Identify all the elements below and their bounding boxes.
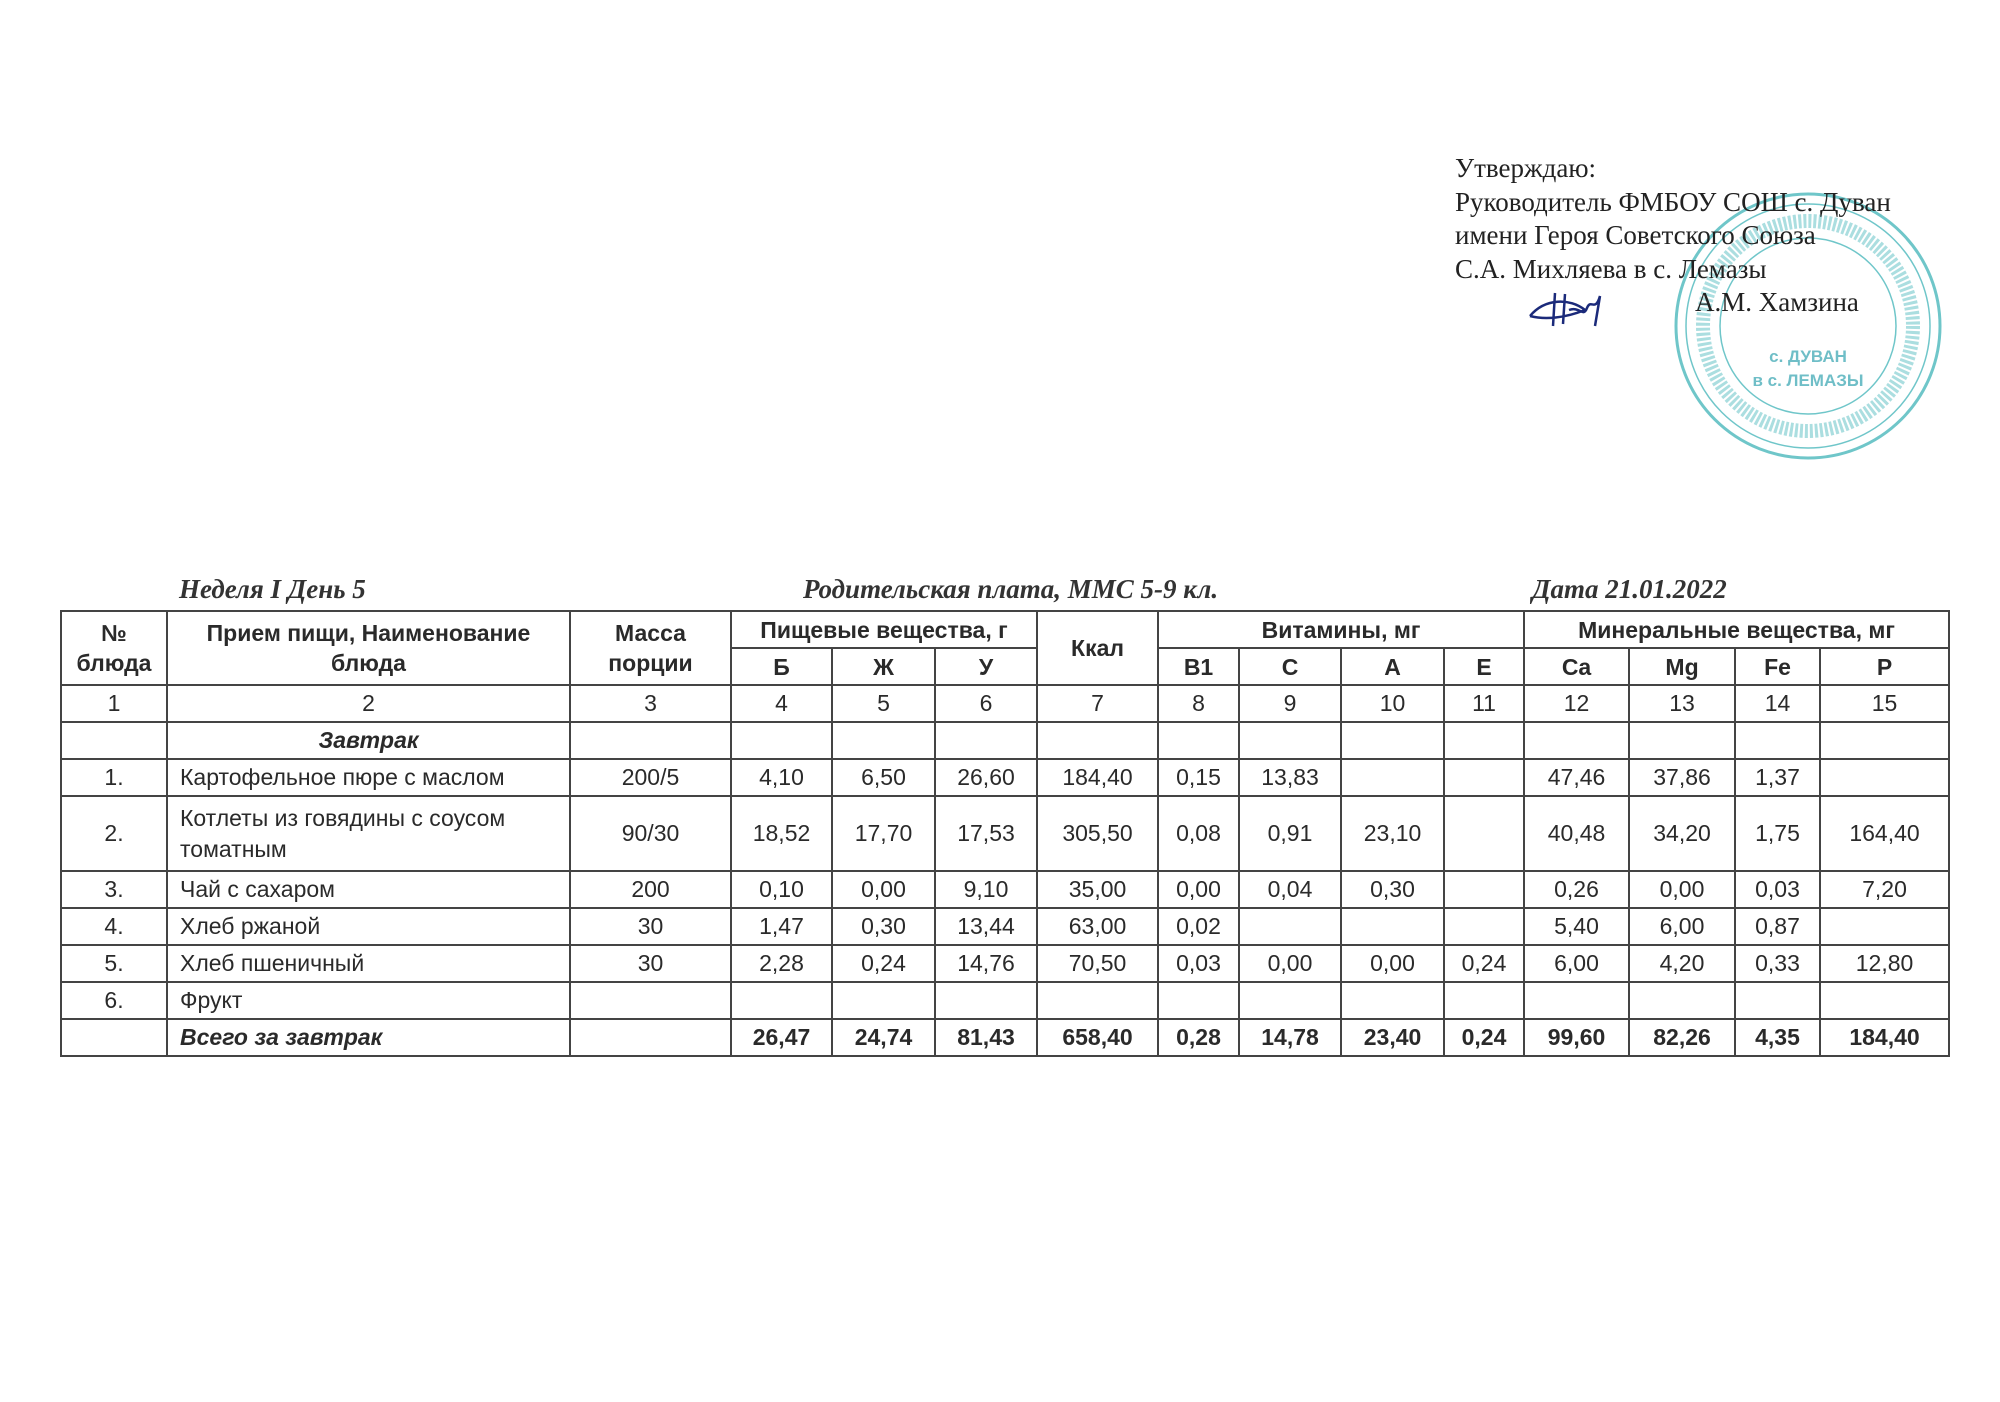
subheader-cell: У <box>935 648 1037 685</box>
dish-number-cell <box>61 1019 167 1056</box>
value-cell: 0,00 <box>1629 871 1735 908</box>
dish-number-cell: 5. <box>61 945 167 982</box>
column-number-cell: 14 <box>1735 685 1820 722</box>
approval-line: Руководитель ФМБОУ СОШ с. Дуван <box>1455 186 1891 217</box>
stamp-text: с. ДУВАН <box>1769 347 1847 366</box>
dish-name-cell: Всего за завтрак <box>167 1019 570 1056</box>
subheader-cell: Ж <box>832 648 935 685</box>
value-cell: 99,60 <box>1524 1019 1629 1056</box>
value-cell <box>1524 982 1629 1019</box>
value-cell: 14,76 <box>935 945 1037 982</box>
value-cell: 164,40 <box>1820 796 1949 871</box>
dish-name-cell: Хлеб пшеничный <box>167 945 570 982</box>
value-cell: 0,00 <box>1239 945 1341 982</box>
value-cell: 23,10 <box>1341 796 1444 871</box>
value-cell <box>1158 982 1239 1019</box>
dish-name-cell: Картофельное пюре с маслом <box>167 759 570 796</box>
table-row <box>61 759 1949 796</box>
column-number-cell: 7 <box>1037 685 1158 722</box>
header-kcal: Ккал <box>1037 611 1158 685</box>
value-cell: 305,50 <box>1037 796 1158 871</box>
subheader-cell: С <box>1239 648 1341 685</box>
header-vitamins: Витамины, мг <box>1158 611 1524 648</box>
value-cell: 24,74 <box>832 1019 935 1056</box>
column-number-cell: 11 <box>1444 685 1524 722</box>
value-cell: 17,53 <box>935 796 1037 871</box>
table-row <box>61 908 1949 945</box>
column-number-cell: 12 <box>1524 685 1629 722</box>
value-cell <box>1735 982 1820 1019</box>
subheader-cell: Fe <box>1735 648 1820 685</box>
value-cell: 47,46 <box>1524 759 1629 796</box>
value-cell <box>1239 982 1341 1019</box>
value-cell <box>1341 759 1444 796</box>
dish-name-cell: Котлеты из говядины с соусом томатным <box>167 796 570 871</box>
value-cell: 0,04 <box>1239 871 1341 908</box>
approval-line: Утверждаю: <box>1455 153 1597 183</box>
value-cell: 6,00 <box>1524 945 1629 982</box>
value-cell <box>570 982 731 1019</box>
column-number-cell: 3 <box>570 685 731 722</box>
value-cell: 0,08 <box>1158 796 1239 871</box>
value-cell <box>1444 759 1524 796</box>
dish-name-cell: Чай с сахаром <box>167 871 570 908</box>
value-cell: 1,37 <box>1735 759 1820 796</box>
value-cell: 14,78 <box>1239 1019 1341 1056</box>
value-cell <box>1629 982 1735 1019</box>
value-cell: 26,47 <box>731 1019 832 1056</box>
approval-line: С.А. Михляева в с. Лемазы <box>1455 253 1767 284</box>
value-cell: 184,40 <box>1037 759 1158 796</box>
subheader-cell: Ca <box>1524 648 1629 685</box>
value-cell <box>1341 982 1444 1019</box>
approval-block <box>1455 152 1891 320</box>
value-cell: 184,40 <box>1820 1019 1949 1056</box>
value-cell: 35,00 <box>1037 871 1158 908</box>
value-cell: 0,00 <box>1341 945 1444 982</box>
value-cell: 0,28 <box>1158 1019 1239 1056</box>
value-cell: 658,40 <box>1037 1019 1158 1056</box>
dish-name-cell: Фрукт <box>167 982 570 1019</box>
column-number-cell: 1 <box>61 685 167 722</box>
value-cell <box>1444 908 1524 945</box>
column-number-row <box>61 685 1949 722</box>
value-cell <box>1444 796 1524 871</box>
subheader-cell: Mg <box>1629 648 1735 685</box>
column-number-cell: 5 <box>832 685 935 722</box>
value-cell: 37,86 <box>1629 759 1735 796</box>
table-row <box>61 871 1949 908</box>
value-cell: 0,03 <box>1158 945 1239 982</box>
value-cell: 63,00 <box>1037 908 1158 945</box>
header-nutrients: Пищевые вещества, г <box>731 611 1037 648</box>
value-cell: 0,33 <box>1735 945 1820 982</box>
value-cell: 23,40 <box>1341 1019 1444 1056</box>
header-name: Прием пищи, Наименование блюда <box>167 611 570 685</box>
value-cell: 12,80 <box>1820 945 1949 982</box>
value-cell <box>1444 982 1524 1019</box>
value-cell: 200/5 <box>570 759 731 796</box>
table-row <box>61 796 1949 871</box>
value-cell: 4,35 <box>1735 1019 1820 1056</box>
value-cell: 0,30 <box>832 908 935 945</box>
value-cell: 0,91 <box>1239 796 1341 871</box>
column-number-cell: 4 <box>731 685 832 722</box>
value-cell: 40,48 <box>1524 796 1629 871</box>
value-cell <box>1037 982 1158 1019</box>
value-cell: 0,15 <box>1158 759 1239 796</box>
total-row <box>61 1019 1949 1056</box>
value-cell <box>1820 908 1949 945</box>
value-cell <box>1239 908 1341 945</box>
value-cell: 0,10 <box>731 871 832 908</box>
value-cell: 0,02 <box>1158 908 1239 945</box>
stamp-text: в с. ЛЕМАЗЫ <box>1752 371 1864 390</box>
dish-number-cell: 1. <box>61 759 167 796</box>
value-cell: 34,20 <box>1629 796 1735 871</box>
value-cell: 5,40 <box>1524 908 1629 945</box>
value-cell: 1,47 <box>731 908 832 945</box>
approval-line: имени Героя Советского Союза <box>1455 220 1816 250</box>
value-cell: 30 <box>570 945 731 982</box>
value-cell: 0,03 <box>1735 871 1820 908</box>
value-cell: 0,26 <box>1524 871 1629 908</box>
value-cell: 2,28 <box>731 945 832 982</box>
value-cell: 18,52 <box>731 796 832 871</box>
table-row <box>61 982 1949 1019</box>
value-cell: 0,24 <box>1444 945 1524 982</box>
value-cell: 81,43 <box>935 1019 1037 1056</box>
value-cell <box>1820 759 1949 796</box>
value-cell: 30 <box>570 908 731 945</box>
column-number-cell: 9 <box>1239 685 1341 722</box>
value-cell: 4,20 <box>1629 945 1735 982</box>
subheader-cell: Б <box>731 648 832 685</box>
value-cell: 9,10 <box>935 871 1037 908</box>
subheader-cell: P <box>1820 648 1949 685</box>
value-cell <box>1820 982 1949 1019</box>
column-number-cell: 6 <box>935 685 1037 722</box>
column-number-cell: 2 <box>167 685 570 722</box>
value-cell: 26,60 <box>935 759 1037 796</box>
header-row <box>61 611 1949 648</box>
value-cell: 6,00 <box>1629 908 1735 945</box>
column-number-cell: 13 <box>1629 685 1735 722</box>
signature-icon <box>1525 288 1620 328</box>
column-number-cell: 10 <box>1341 685 1444 722</box>
value-cell: 0,87 <box>1735 908 1820 945</box>
value-cell <box>570 1019 731 1056</box>
value-cell: 4,10 <box>731 759 832 796</box>
payment-title: Родительская плата, ММС 5-9 кл. <box>803 574 1219 604</box>
header-mass: Масса порции <box>570 611 731 685</box>
value-cell <box>1341 908 1444 945</box>
dish-number-cell: 3. <box>61 871 167 908</box>
dish-name-cell: Хлеб ржаной <box>167 908 570 945</box>
value-cell: 17,70 <box>832 796 935 871</box>
header-num: № блюда <box>61 611 167 685</box>
value-cell: 6,50 <box>832 759 935 796</box>
value-cell <box>1444 871 1524 908</box>
value-cell: 13,44 <box>935 908 1037 945</box>
value-cell <box>935 982 1037 1019</box>
value-cell: 0,24 <box>1444 1019 1524 1056</box>
header-minerals: Минеральные вещества, мг <box>1524 611 1949 648</box>
week-day-title: Неделя I День 5 <box>179 574 366 604</box>
dish-number-cell: 4. <box>61 908 167 945</box>
dish-number-cell: 2. <box>61 796 167 871</box>
menu-table <box>60 610 1950 1057</box>
value-cell: 0,30 <box>1341 871 1444 908</box>
value-cell <box>731 982 832 1019</box>
column-number-cell: 8 <box>1158 685 1239 722</box>
date-title: Дата 21.01.2022 <box>1532 574 1727 604</box>
value-cell: 90/30 <box>570 796 731 871</box>
value-cell <box>832 982 935 1019</box>
signer-name: А.М. Хамзина <box>1695 287 1859 317</box>
section-row <box>61 722 1949 759</box>
value-cell: 13,83 <box>1239 759 1341 796</box>
value-cell: 0,00 <box>1158 871 1239 908</box>
section-label: Завтрак <box>167 722 570 759</box>
value-cell: 1,75 <box>1735 796 1820 871</box>
table-row <box>61 945 1949 982</box>
value-cell: 0,00 <box>832 871 935 908</box>
subheader-cell: В1 <box>1158 648 1239 685</box>
subheader-cell: А <box>1341 648 1444 685</box>
value-cell: 70,50 <box>1037 945 1158 982</box>
value-cell: 200 <box>570 871 731 908</box>
value-cell: 82,26 <box>1629 1019 1735 1056</box>
column-number-cell: 15 <box>1820 685 1949 722</box>
value-cell: 0,24 <box>832 945 935 982</box>
dish-number-cell: 6. <box>61 982 167 1019</box>
value-cell: 7,20 <box>1820 871 1949 908</box>
subheader-cell: Е <box>1444 648 1524 685</box>
